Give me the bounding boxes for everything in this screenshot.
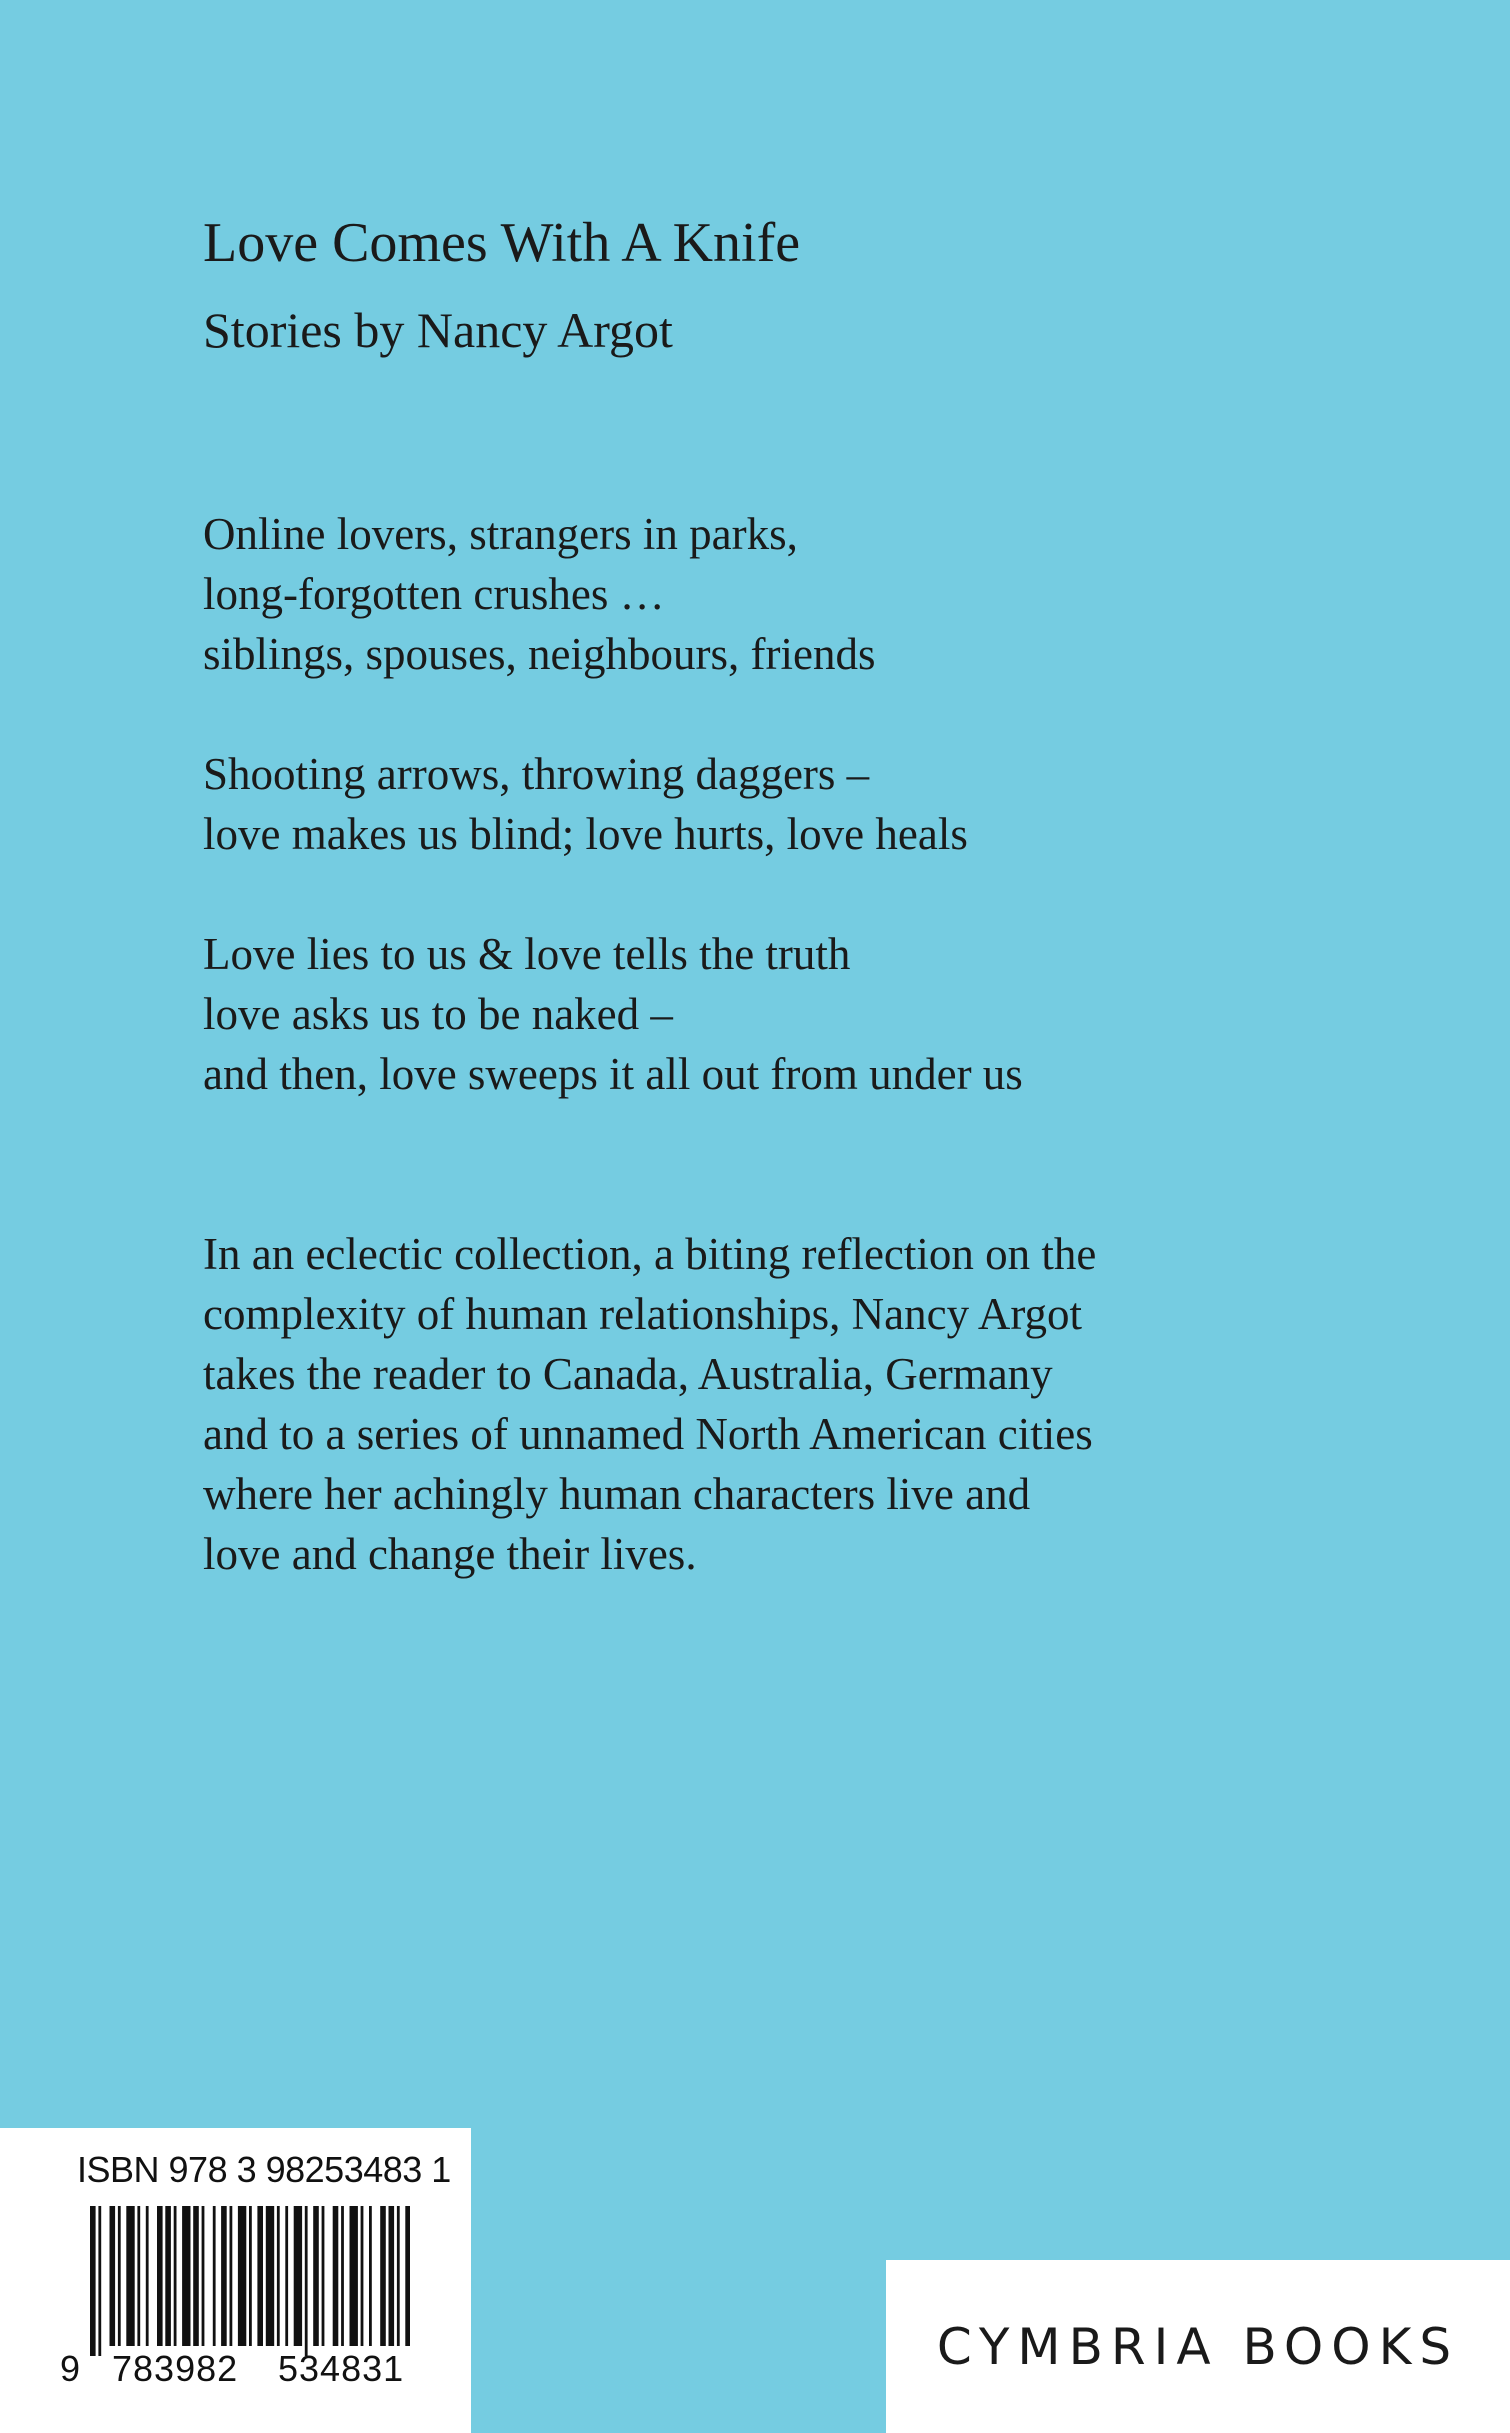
barcode-digits: [0, 2340, 471, 2396]
book-subtitle: Stories by Nancy Argot: [203, 302, 673, 358]
poem-stanza-3: [203, 924, 1023, 1104]
blurb-line: takes the reader to Canada, Australia, Germany: [203, 1349, 1053, 1399]
poem-line: long-forgotten crushes …: [203, 569, 665, 619]
publisher-panel: [886, 2260, 1510, 2433]
blurb-line: love and change their lives.: [203, 1529, 697, 1579]
isbn-label: ISBN 978 3 98253483 1: [77, 2149, 451, 2190]
poem-line: Love lies to us & love tells the truth: [203, 929, 851, 979]
poem-line: Shooting arrows, throwing daggers –: [203, 749, 870, 799]
blurb-line: In an eclectic collection, a biting reflection on the: [203, 1229, 1097, 1279]
poem-line: love makes us blind; love hurts, love heals: [203, 809, 968, 859]
barcode-icon: [90, 2206, 410, 2356]
blurb-line: and to a series of unnamed North American cities: [203, 1409, 1093, 1459]
blurb-line: where her achingly human characters live and: [203, 1469, 1031, 1519]
poem-stanza-1: [203, 504, 875, 684]
poem-line: love asks us to be naked –: [203, 989, 673, 1039]
poem-line: siblings, spouses, neighbours, friends: [203, 629, 876, 679]
barcode-panel: [0, 2128, 471, 2433]
poem-stanza-2: [203, 744, 968, 864]
poem-line: and then, love sweeps it all out from under us: [203, 1049, 1023, 1099]
barcode-digit-first: 9: [60, 2348, 81, 2389]
poem-line: Online lovers, strangers in parks,: [203, 509, 798, 559]
barcode-digits-right: 534831: [278, 2348, 405, 2389]
book-blurb: [203, 1224, 1096, 1584]
barcode-digits-left: 783982: [112, 2348, 239, 2389]
book-title: Love Comes With A Knife: [203, 212, 801, 274]
publisher-logo: CYMBRIA BOOKS: [936, 2317, 1460, 2376]
blurb-line: complexity of human relationships, Nancy Argot: [203, 1289, 1083, 1339]
